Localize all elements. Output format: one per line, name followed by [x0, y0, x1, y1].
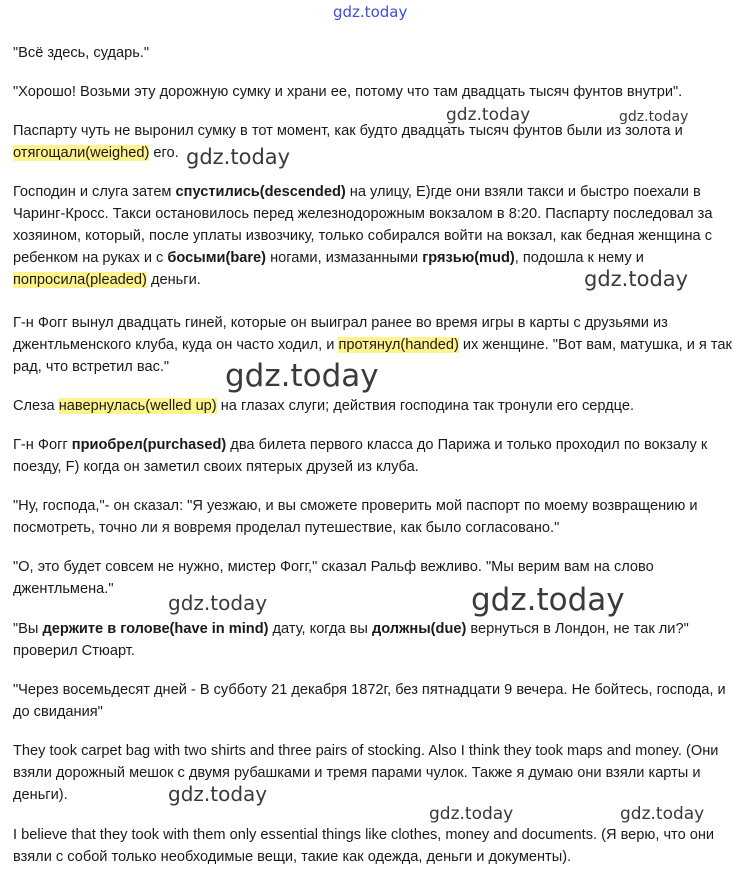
watermark: gdz.today [168, 591, 268, 615]
p7-text-1: Г-н Фогг [13, 437, 72, 453]
watermark: gdz.today [168, 782, 268, 806]
bold-purchased: приобрел(purchased) [71, 437, 227, 453]
bold-due: должны(due) [371, 621, 467, 637]
p3-text-1: Паспарту чуть не выронил сумку в тот момент, как будто двадцать тысяч фунтов были из золота и [13, 123, 683, 139]
p3-text-2: его. [149, 145, 179, 161]
paragraph-3 [13, 120, 735, 164]
p4-text-3: ногами, измазанными [266, 250, 423, 266]
watermark: gdz.today [225, 358, 379, 394]
p5-text-1: Г-н Фогг вынул двадцать гиней, которые он выиграл ранее во время игры в карты с друзьями из джентльменского клуба, куда он часто ходил, и [13, 315, 668, 353]
p4-text-5: деньги. [146, 272, 201, 288]
bold-mud: грязью(mud) [422, 250, 515, 266]
watermark: gdz.today [429, 804, 514, 824]
watermark: gdz.today [584, 267, 689, 291]
paragraph-2: "Хорошо! Возьми эту дорожную сумку и храни ее, потому что там двадцать тысяч фунтов внутри". [13, 84, 683, 100]
watermark: gdz.today [186, 145, 291, 169]
paragraph-10 [13, 618, 735, 662]
bold-descended: спустились(descended) [175, 184, 346, 200]
paragraph-6 [13, 395, 735, 417]
p4-text-2: на улицу, E)где они взяли такси и быстро поехали в Чаринг-Кросс. Такси остановилось перед железнодорожным вокзалом в 8:20. Паспарту последовал за хозяином, который, после уплаты извозчику, только собирался войти на вокзал, как бедная женщина с ребенком на руках и с [13, 184, 713, 266]
paragraph-9: "О, это будет совсем не нужно, мистер Фогг," сказал Ральф вежливо. "Мы верим вам на слово джентльмена." [13, 559, 654, 597]
p10-text-3: вернуться в Лондон, не так ли?" проверил Стюарт. [13, 621, 689, 659]
p6-text-1: Слеза [13, 398, 59, 414]
paragraph-11: "Через восемьдесят дней - В субботу 21 декабря 1872г, без пятнадцати 9 вечера. Не бойтесь, господа, и до свидания" [13, 682, 726, 720]
paragraph-1: "Всё здесь, сударь." [13, 45, 150, 61]
highlight-weighed: отягощали(weighed) [13, 145, 150, 161]
p10-text-1: "Вы [13, 621, 43, 637]
bold-bare: босыми(bare) [167, 250, 267, 266]
p5-text-2: их женщине. "Вот вам, матушка, и я так рад, что встретил вас." [13, 337, 732, 375]
watermark-top: gdz.today [333, 3, 408, 21]
highlight-welled-up: навернулась(welled up) [58, 398, 217, 414]
p7-text-2: два билета первого класса до Парижа и только проходил по вокзалу к поезду, F) когда он заметил своих пятерых друзей из клуба. [13, 437, 708, 475]
p6-text-2: на глазах слуги; действия господина так тронули его сердце. [216, 398, 635, 414]
highlight-handed: протянул(handed) [338, 337, 459, 353]
p4-text-1: Господин и слуга затем [13, 184, 176, 200]
paragraph-12: They took carpet bag with two shirts and three pairs of stocking. Also I think they took maps and money. (Они взяли дорожный мешок с двумя рубашками и тремя парами чулок. Также я думаю они взяли карты и деньги). [13, 743, 719, 803]
bold-have-in-mind: держите в голове(have in mind) [42, 621, 269, 637]
watermark: gdz.today [619, 109, 689, 125]
paragraph-7 [13, 434, 735, 478]
watermark: gdz.today [620, 804, 705, 824]
p4-text-4: , подошла к нему и [514, 250, 644, 266]
paragraph-13: I believe that they took with them only essential things like clothes, money and documents. (Я верю, что они взяли с собой только необходимые вещи, такие как одежда, деньги и документы). [13, 827, 715, 865]
paragraph-8: "Ну, господа,"- он сказал: "Я уезжаю, и вы сможете проверить мой паспорт по моему возвращению и посмотреть, точно ли я вовремя проделал путешествие, как было согласовано." [13, 498, 698, 536]
watermark: gdz.today [471, 582, 625, 618]
highlight-pleaded: попросила(pleaded) [13, 272, 147, 288]
watermark: gdz.today [446, 105, 531, 125]
p10-text-2: дату, когда вы [268, 621, 372, 637]
